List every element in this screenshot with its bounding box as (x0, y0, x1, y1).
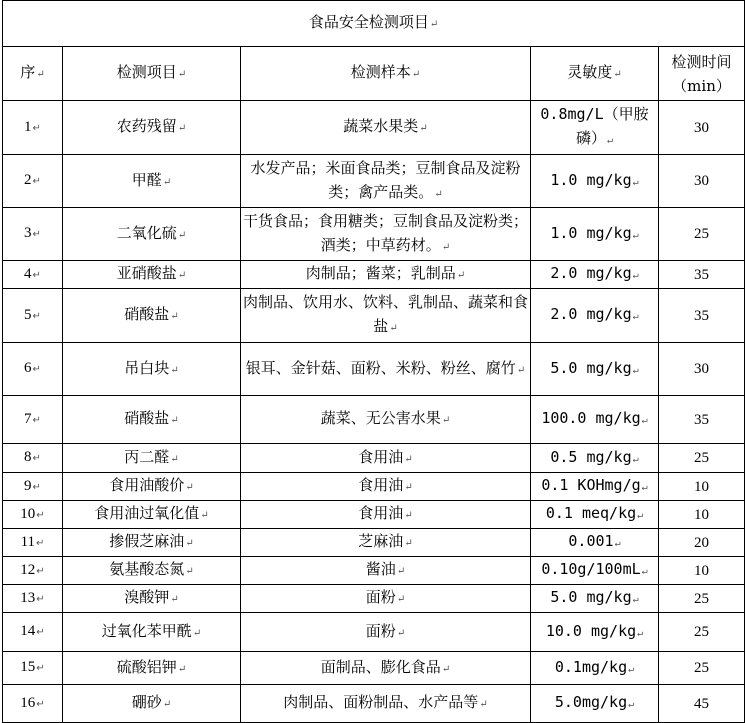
paragraph-mark-icon: ↵ (396, 566, 406, 577)
row-item: 硫酸铝钾 (116, 657, 177, 676)
row-item: 硼砂 (131, 693, 162, 711)
paragraph-mark-icon: ↵ (441, 241, 451, 253)
row-time-cell (659, 343, 745, 396)
row-time-cell (659, 685, 745, 723)
paragraph-mark-icon: ↵ (36, 627, 45, 638)
row-sample: 干货食品；食用糖类；豆制食品及淀粉类；酒类；中草药材。 (243, 211, 529, 254)
row-item: 氨基酸态氮 (109, 560, 185, 578)
row-index: 6 (24, 360, 32, 376)
row-sensitivity: 0.10g/100mL (541, 560, 641, 578)
paragraph-mark-icon: ↵ (637, 510, 644, 521)
paragraph-mark-icon: ↵ (32, 310, 41, 322)
row-time-cell (659, 444, 745, 473)
paragraph-mark-icon: ↵ (170, 311, 179, 322)
row-index-cell (3, 396, 63, 444)
paragraph-mark-icon: ↵ (632, 311, 639, 322)
row-sensitivity-cell (531, 585, 659, 613)
row-sample: 酱油 (365, 560, 396, 578)
paragraph-mark-icon: ↵ (632, 176, 639, 188)
row-item: 吊白块 (124, 358, 170, 377)
row-index-cell (3, 261, 63, 289)
row-sensitivity-cell (531, 529, 659, 557)
table-row (3, 208, 745, 261)
paragraph-mark-icon: ↵ (32, 453, 41, 464)
row-item: 硝酸盐 (124, 305, 170, 323)
row-item: 二氧化硫 (116, 223, 177, 242)
paragraph-mark-icon: ↵ (632, 364, 639, 376)
row-index-cell (3, 585, 63, 613)
row-index: 7 (24, 410, 32, 427)
row-index-cell (3, 613, 63, 652)
row-sensitivity: 1.0 mg/kg (550, 223, 632, 242)
food-safety-table (2, 0, 745, 723)
row-sensitivity: 5.0mg/kg (554, 693, 628, 711)
row-item: 亚硝酸盐 (116, 264, 177, 282)
row-time: 10 (694, 562, 710, 579)
row-time: 45 (694, 695, 710, 712)
paragraph-mark-icon: ↵ (632, 594, 639, 605)
row-sensitivity-cell (531, 101, 659, 155)
row-item: 过氧化苯甲酰 (101, 621, 192, 640)
paragraph-mark-icon: ↵ (32, 229, 41, 240)
table-row (3, 473, 745, 501)
row-time-cell (659, 261, 745, 289)
row-time-cell (659, 501, 745, 529)
row-index: 11 (20, 533, 36, 550)
row-sample: 蔬菜、无公害水果 (320, 409, 441, 427)
paragraph-mark-icon: ↵ (637, 627, 644, 639)
row-time: 35 (694, 307, 710, 324)
row-sample-cell (241, 396, 531, 444)
paragraph-mark-icon: ↵ (641, 415, 648, 426)
row-sample: 芝麻油 (358, 532, 404, 550)
row-sensitivity-cell (531, 652, 659, 685)
row-item-cell (63, 261, 241, 289)
row-sample-cell (241, 613, 531, 652)
row-item: 食用油酸价 (109, 476, 185, 494)
paragraph-mark-icon: ↵ (456, 270, 466, 281)
title-row (3, 1, 745, 47)
row-index-cell (3, 685, 63, 723)
row-index-cell (3, 529, 63, 557)
paragraph-mark-icon: ↵ (441, 663, 451, 675)
row-time: 25 (694, 590, 710, 607)
row-sample-cell (241, 208, 531, 261)
paragraph-mark-icon: ↵ (177, 229, 187, 241)
paragraph-mark-icon: ↵ (632, 229, 639, 241)
row-time: 20 (694, 534, 710, 551)
row-sensitivity: 2.0 mg/kg (550, 264, 632, 282)
row-sensitivity-cell (531, 685, 659, 723)
row-sensitivity-cell (531, 289, 659, 343)
row-sample-cell (241, 501, 531, 529)
paragraph-mark-icon: ↵ (32, 364, 41, 375)
row-item-cell (63, 155, 241, 208)
table-row (3, 613, 745, 652)
row-sample-cell (241, 101, 531, 155)
row-time-cell (659, 652, 745, 685)
row-index: 13 (20, 589, 36, 606)
row-sample-cell (241, 343, 531, 396)
paragraph-mark-icon: ↵ (185, 566, 194, 577)
row-sample: 肉制品、面粉制品、水产品等 (283, 693, 479, 711)
row-sensitivity-cell (531, 613, 659, 652)
table-row (3, 101, 745, 155)
row-time: 35 (694, 411, 710, 428)
row-sample: 蔬菜水果类 (343, 117, 419, 135)
paragraph-mark-icon: ↵ (389, 323, 398, 334)
row-sample-cell (241, 289, 531, 343)
table-row (3, 652, 745, 685)
paragraph-mark-icon: ↵ (177, 123, 187, 134)
row-item-cell (63, 652, 241, 685)
row-index-cell (3, 343, 63, 396)
row-index: 2 (24, 172, 32, 188)
paragraph-mark-icon: ↵ (32, 481, 41, 493)
row-item: 硝酸盐 (124, 409, 170, 427)
paragraph-mark-icon: ↵ (419, 123, 428, 134)
paragraph-mark-icon: ↵ (628, 699, 635, 710)
row-sensitivity: 5.0 mg/kg (550, 358, 632, 377)
row-item-cell (63, 289, 241, 343)
paragraph-mark-icon: ↵ (36, 698, 45, 710)
row-index: 5 (24, 306, 32, 323)
row-sample: 肉制品、饮用水、饮料、乳制品、蔬菜和食盐 (243, 293, 529, 335)
paragraph-mark-icon: ↵ (200, 510, 209, 521)
row-sample: 肉制品；酱菜；乳制品 (305, 264, 456, 282)
row-index: 10 (20, 505, 36, 522)
row-index-cell (3, 101, 63, 155)
paragraph-mark-icon: ↵ (36, 565, 45, 577)
row-time: 25 (694, 624, 710, 640)
row-sample: 银耳、金针菇、面粉、米粉、粉丝、腐竹 (245, 358, 516, 377)
row-time: 35 (694, 266, 710, 283)
row-index: 4 (24, 265, 32, 282)
table-row (3, 343, 745, 396)
paragraph-mark-icon: ↵ (177, 663, 187, 675)
row-item: 食用油过氧化值 (94, 504, 200, 522)
paragraph-mark-icon: ↵ (411, 69, 421, 80)
row-time: 30 (694, 173, 710, 189)
row-time-cell (659, 585, 745, 613)
row-index-cell (3, 444, 63, 473)
row-item-cell (63, 557, 241, 585)
paragraph-mark-icon: ↵ (404, 453, 413, 465)
row-item-cell (63, 685, 241, 723)
table-title: 食品安全检测项目 (308, 13, 429, 31)
paragraph-mark-icon: ↵ (32, 414, 41, 426)
paragraph-mark-icon: ↵ (170, 453, 179, 465)
row-index-cell (3, 473, 63, 501)
row-item: 丙二醛 (124, 447, 170, 466)
row-time-cell (659, 396, 745, 444)
row-time: 10 (694, 478, 710, 495)
row-item: 农药残留 (116, 117, 177, 135)
row-index: 12 (20, 561, 36, 578)
row-time: 25 (694, 660, 710, 676)
row-item: 掺假芝麻油 (109, 532, 185, 550)
paragraph-mark-icon: ↵ (185, 482, 194, 493)
paragraph-mark-icon: ↵ (36, 69, 45, 80)
paragraph-mark-icon: ↵ (32, 269, 41, 281)
paragraph-mark-icon: ↵ (177, 270, 187, 281)
table-row (3, 557, 745, 585)
row-sample: 食用油 (358, 476, 404, 494)
row-item-cell (63, 613, 241, 652)
paragraph-mark-icon: ↵ (185, 538, 194, 549)
paragraph-mark-icon: ↵ (396, 627, 406, 639)
row-sample: 面制品、膨化食品 (320, 657, 441, 676)
row-sensitivity: 10.0 mg/kg (545, 621, 637, 640)
paragraph-mark-icon: ↵ (396, 594, 406, 605)
paragraph-mark-icon: ↵ (36, 537, 45, 549)
row-item-cell (63, 585, 241, 613)
row-index-cell (3, 155, 63, 208)
paragraph-mark-icon: ↵ (613, 69, 622, 80)
paragraph-mark-icon: ↵ (441, 415, 451, 426)
table-row (3, 585, 745, 613)
row-item: 甲醛 (131, 170, 162, 189)
row-time: 25 (694, 450, 710, 466)
row-sensitivity: 0.1mg/kg (554, 657, 628, 676)
row-sensitivity: 0.5 mg/kg (550, 447, 632, 466)
header-sensitivity: 灵敏度↵ (531, 47, 659, 101)
table-row (3, 501, 745, 529)
row-sensitivity-cell (531, 396, 659, 444)
paragraph-mark-icon: ↵ (479, 699, 488, 710)
row-time-cell (659, 557, 745, 585)
row-time: 30 (694, 361, 710, 377)
row-sample-cell (241, 261, 531, 289)
row-index: 16 (20, 694, 36, 711)
paragraph-mark-icon: ↵ (614, 538, 621, 549)
row-sensitivity: 0.001 (568, 532, 614, 550)
row-index-cell (3, 652, 63, 685)
row-index-cell (3, 289, 63, 343)
row-sensitivity-cell (531, 557, 659, 585)
row-sample-cell (241, 585, 531, 613)
row-sample: 食用油 (358, 504, 404, 522)
row-sensitivity: 2.0 mg/kg (550, 305, 632, 323)
table-row (3, 261, 745, 289)
row-sample-cell (241, 473, 531, 501)
table-row (3, 685, 745, 723)
row-sensitivity-cell (531, 343, 659, 396)
header-time: 检测时间（min） (659, 47, 745, 101)
row-time-cell (659, 155, 745, 208)
row-sensitivity: 100.0 mg/kg (541, 409, 641, 427)
paragraph-mark-icon: ↵ (434, 188, 443, 200)
row-sample: 面粉 (365, 588, 396, 606)
paragraph-mark-icon: ↵ (162, 176, 172, 188)
paragraph-mark-icon: ↵ (641, 566, 648, 577)
paragraph-mark-icon: ↵ (170, 364, 179, 376)
row-sample-cell (241, 444, 531, 473)
row-item-cell (63, 208, 241, 261)
paragraph-mark-icon: ↵ (641, 482, 648, 493)
paragraph-mark-icon: ↵ (632, 453, 639, 465)
row-sensitivity-cell (531, 444, 659, 473)
paragraph-mark-icon: ↵ (32, 122, 41, 134)
header-row (3, 47, 745, 101)
table-row (3, 396, 745, 444)
row-item: 溴酸钾 (124, 588, 170, 606)
row-sample: 食用油 (358, 447, 404, 466)
row-item-cell (63, 529, 241, 557)
row-item-cell (63, 396, 241, 444)
paragraph-mark-icon: ↵ (632, 270, 639, 281)
table-row (3, 444, 745, 473)
row-item-cell (63, 101, 241, 155)
row-time-cell (659, 613, 745, 652)
row-sample-cell (241, 557, 531, 585)
row-sensitivity: 1.0 mg/kg (550, 170, 632, 189)
row-sample-cell (241, 652, 531, 685)
table-title-cell (3, 1, 745, 47)
row-item-cell (63, 473, 241, 501)
row-index: 1 (24, 118, 32, 135)
row-time-cell (659, 289, 745, 343)
row-sample: 水发产品；米面食品类；豆制食品及淀粉类；禽产品类。 (250, 158, 521, 201)
row-index-cell (3, 501, 63, 529)
row-sensitivity-cell (531, 155, 659, 208)
row-time-cell (659, 208, 745, 261)
row-sensitivity: 0.1 meq/kg (545, 504, 637, 522)
row-time: 10 (694, 506, 710, 523)
row-sensitivity: 0.1 KOHmg/g (541, 476, 641, 494)
table-row (3, 155, 745, 208)
paragraph-mark-icon: ↵ (170, 415, 179, 426)
header-item: 检测项目↵ (63, 47, 241, 101)
paragraph-mark-icon: ↵ (404, 538, 413, 549)
row-index: 8 (24, 449, 32, 465)
row-item-cell (63, 343, 241, 396)
row-time-cell (659, 101, 745, 155)
paragraph-mark-icon: ↵ (516, 364, 526, 376)
paragraph-mark-icon: ↵ (192, 627, 202, 639)
row-sensitivity: 0.8mg/L（甲胺磷） (540, 105, 649, 147)
row-time: 30 (694, 119, 710, 136)
row-sample-cell (241, 685, 531, 723)
paragraph-mark-icon: ↵ (177, 69, 187, 80)
row-time-cell (659, 529, 745, 557)
header-index: 序↵ (3, 47, 63, 101)
paragraph-mark-icon: ↵ (162, 699, 172, 710)
row-sample: 面粉 (365, 621, 396, 640)
paragraph-mark-icon: ↵ (628, 663, 635, 675)
row-sample-cell (241, 529, 531, 557)
row-time: 25 (694, 226, 710, 242)
paragraph-mark-icon: ↵ (404, 510, 413, 521)
row-sample-cell (241, 155, 531, 208)
row-sensitivity-cell (531, 261, 659, 289)
row-index-cell (3, 208, 63, 261)
row-sensitivity-cell (531, 501, 659, 529)
paragraph-mark-icon: ↵ (606, 135, 614, 146)
row-time-cell (659, 473, 745, 501)
paragraph-mark-icon: ↵ (36, 593, 45, 605)
paragraph-mark-icon: ↵ (170, 594, 179, 605)
row-index: 9 (24, 477, 32, 494)
row-index: 15 (20, 659, 36, 675)
row-index-cell (3, 557, 63, 585)
paragraph-mark-icon: ↵ (32, 176, 41, 187)
row-sensitivity-cell (531, 473, 659, 501)
row-index: 14 (20, 623, 36, 639)
paragraph-mark-icon: ↵ (36, 663, 45, 674)
header-sample: 检测样本↵ (241, 47, 531, 101)
row-index: 3 (24, 225, 32, 241)
table-row (3, 529, 745, 557)
paragraph-mark-icon: ↵ (36, 509, 45, 521)
table-row (3, 289, 745, 343)
row-sensitivity-cell (531, 208, 659, 261)
row-sensitivity: 5.0 mg/kg (550, 588, 632, 606)
paragraph-mark-icon: ↵ (429, 19, 439, 30)
row-item-cell (63, 444, 241, 473)
row-item-cell (63, 501, 241, 529)
paragraph-mark-icon: ↵ (404, 482, 413, 493)
